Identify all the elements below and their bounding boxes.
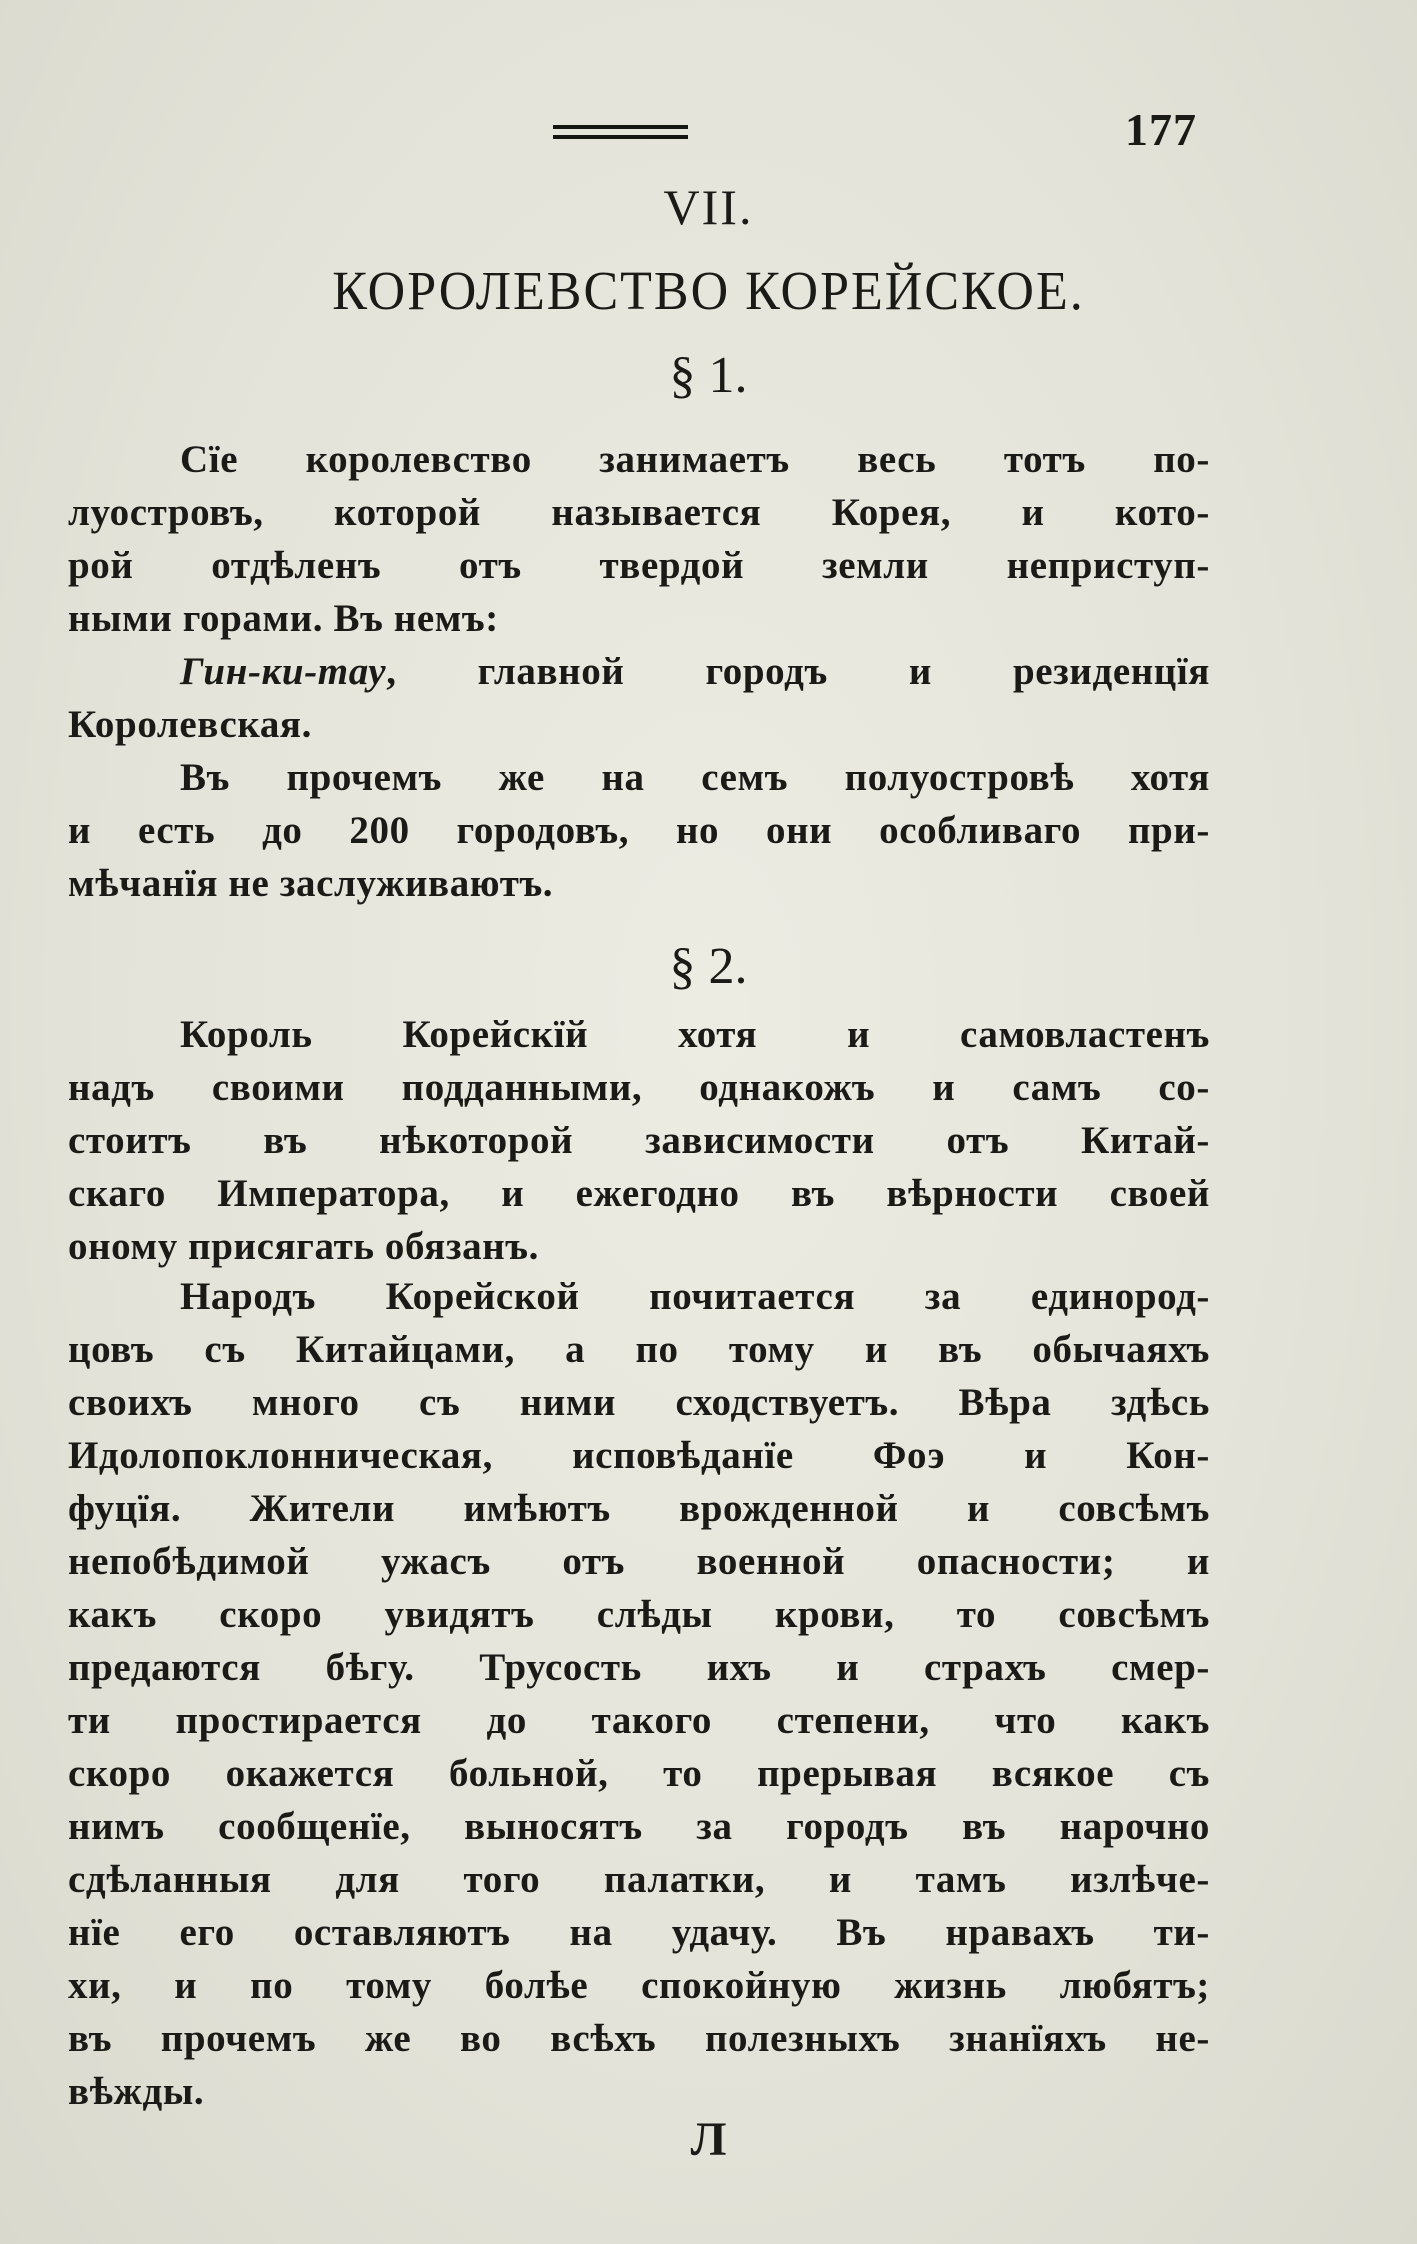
capital-city-name: Гин-ки-тау	[180, 650, 387, 693]
text-line: своихъ много съ ними сходствуетъ. Вѣра здѣсь	[68, 1381, 1210, 1424]
paragraph-1	[68, 433, 1210, 645]
text-line: предаются бѣгу. Трусость ихъ и страхъ смер-	[68, 1646, 1210, 1689]
text-line: непобѣдимой ужасъ отъ военной опасности; и	[68, 1540, 1210, 1583]
text-line: какъ скоро увидятъ слѣды крови, то совсѣмъ	[68, 1593, 1210, 1636]
text-line: скаго Императора, и ежегодно въ вѣрности своей	[68, 1172, 1210, 1215]
signature-mark: Л	[690, 2113, 727, 2166]
text-line: надъ своими подданными, однакожъ и самъ со-	[68, 1066, 1210, 1109]
text-line: Въ прочемъ же на семъ полуостровѣ хотя	[180, 756, 1210, 799]
text-line: рой отдѣленъ отъ твердой земли неприступ-	[68, 544, 1210, 587]
text-line: хи, и по тому болѣе спокойную жизнь любятъ;	[68, 1964, 1210, 2007]
header-double-rule	[553, 125, 688, 145]
paragraph-2	[68, 645, 1210, 751]
text-line: Король Корейскїй хотя и самовластенъ	[180, 1013, 1210, 1056]
chapter-numeral: VII.	[663, 179, 754, 235]
paragraph-4	[68, 1008, 1210, 1273]
text-line: Королевская.	[68, 703, 312, 746]
text-line: Народъ Корейской почитается за единород-	[180, 1275, 1210, 1318]
paragraph-5	[68, 1270, 1210, 2118]
text-line: ными горами. Въ немъ:	[68, 597, 499, 640]
text-line: цовъ съ Китайцами, а по тому и въ обычаяхъ	[68, 1328, 1210, 1371]
page-number: 177	[1125, 104, 1197, 155]
text-line: ти простирается до такого степени, что какъ	[68, 1699, 1210, 1742]
text-line: нїе его оставляютъ на удачу. Въ нравахъ ти-	[68, 1911, 1210, 1954]
section-heading-2: § 2.	[669, 938, 748, 995]
section-heading-1: § 1.	[669, 347, 748, 404]
text-line: стоитъ въ нѣкоторой зависимости отъ Китай-	[68, 1119, 1210, 1162]
text-line: сдѣланныя для того палатки, и тамъ излѣче-	[68, 1858, 1210, 1901]
paragraph-3	[68, 751, 1210, 910]
text-line: скоро окажется больной, то прерывая всякое съ	[68, 1752, 1210, 1795]
text-line: въ прочемъ же во всѣхъ полезныхъ знанїяхъ не-	[68, 2017, 1210, 2060]
text-line: нимъ сообщенїе, выносятъ за городъ въ нарочно	[68, 1805, 1210, 1848]
chapter-title: КОРОЛЕВСТВО КОРЕЙСКОЕ.	[332, 261, 1085, 322]
text-fragment: , главной городъ и резиденцїя	[386, 650, 1210, 693]
text-line: Сїе королевство занимаетъ весь тотъ по-	[180, 438, 1210, 481]
rule-line-bottom	[553, 135, 688, 139]
text-line: оному присягать обязанъ.	[68, 1225, 539, 1268]
text-line: и есть до 200 городовъ, но они особливаго при-	[68, 809, 1210, 852]
text-line: Идолопоклонническая, исповѣданїе Фоэ и Кон-	[68, 1434, 1210, 1477]
rule-line-top	[553, 125, 688, 129]
text-line	[68, 645, 1210, 698]
text-line: мѣчанїя не заслуживаютъ.	[68, 862, 554, 905]
text-line: вѣжды.	[68, 2070, 205, 2113]
text-line: фуцїя. Жители имѣютъ врожденной и совсѣмъ	[68, 1487, 1210, 1530]
text-line: луостровъ, которой называется Корея, и кото-	[68, 491, 1210, 534]
